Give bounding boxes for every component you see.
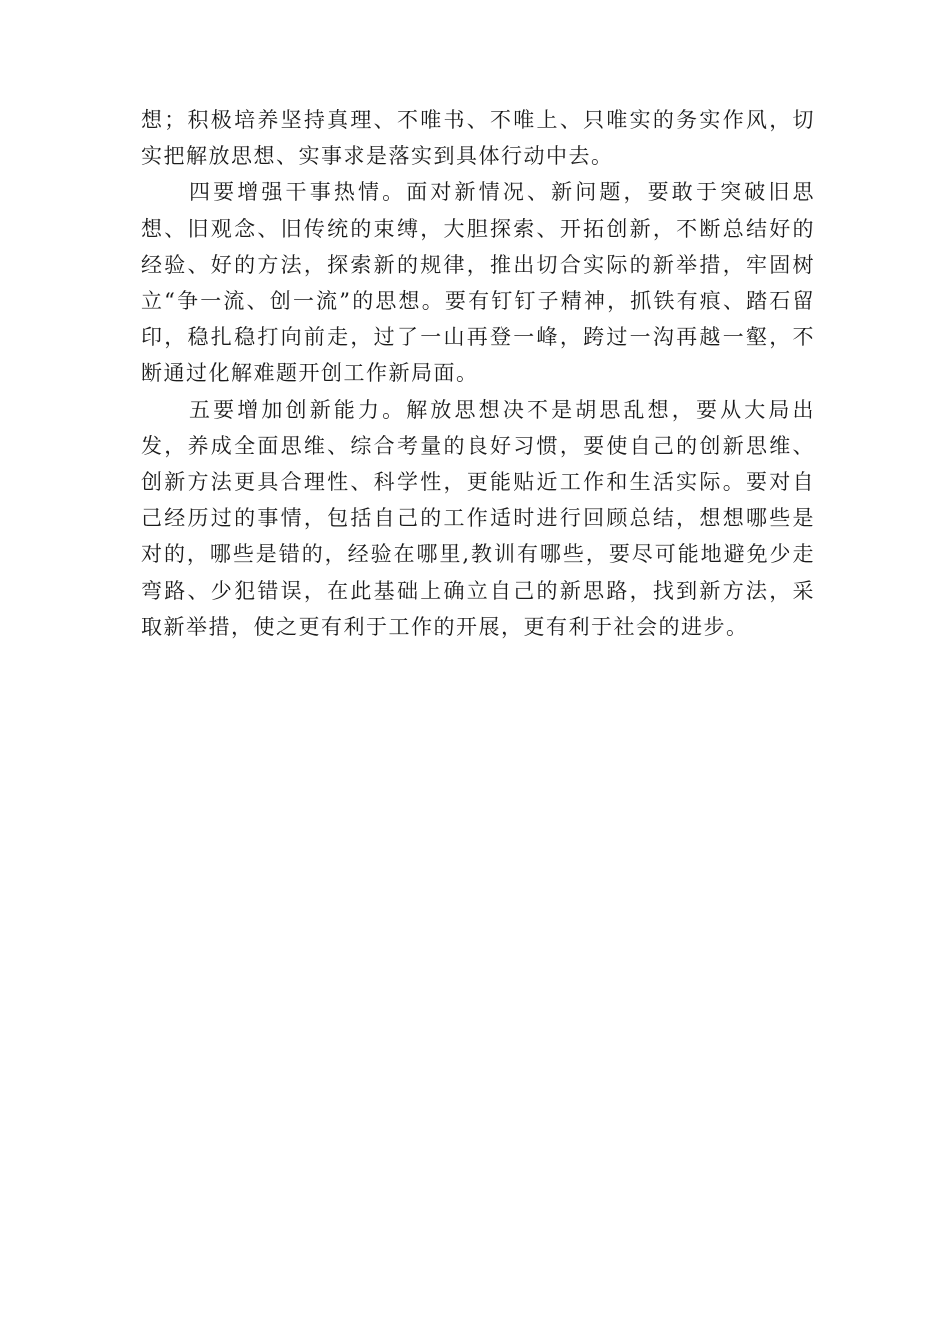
paragraph-four: 四要增强干事热情。面对新情况、新问题，要敢于突破旧思想、旧观念、旧传统的束缚，大胆探索、开拓创新，不断总结好的经验、好的方法，探索新的规律，推出切合实际的新举措，牢固树立“争一流、创一流”的思想。要有钉钉子精神，抓铁有痕、踏石留印，稳扎稳打向前走，过了一山再登一峰，跨过一沟再越一壑，不断通过化解难题开创工作新局面。 — [141, 180, 815, 386]
paragraph-continuation: 想；积极培养坚持真理、不唯书、不唯上、只唯实的务实作风，切实把解放思想、实事求是落实到具体行动中去。 — [141, 108, 815, 169]
document-body — [141, 102, 815, 645]
paragraph-five: 五要增加创新能力。解放思想决不是胡思乱想，要从大局出发，养成全面思维、综合考量的良好习惯，要使自己的创新思维、创新方法更具合理性、科学性，更能贴近工作和生活实际。要对自己经历过的事情，包括自己的工作适时进行回顾总结，想想哪些是对的，哪些是错的，经验在哪里,教训有哪些，要尽可能地避免少走弯路、少犯错误，在此基础上确立自己的新思路，找到新方法，采取新举措，使之更有利于工作的开展，更有利于社会的进步。 — [141, 397, 815, 639]
